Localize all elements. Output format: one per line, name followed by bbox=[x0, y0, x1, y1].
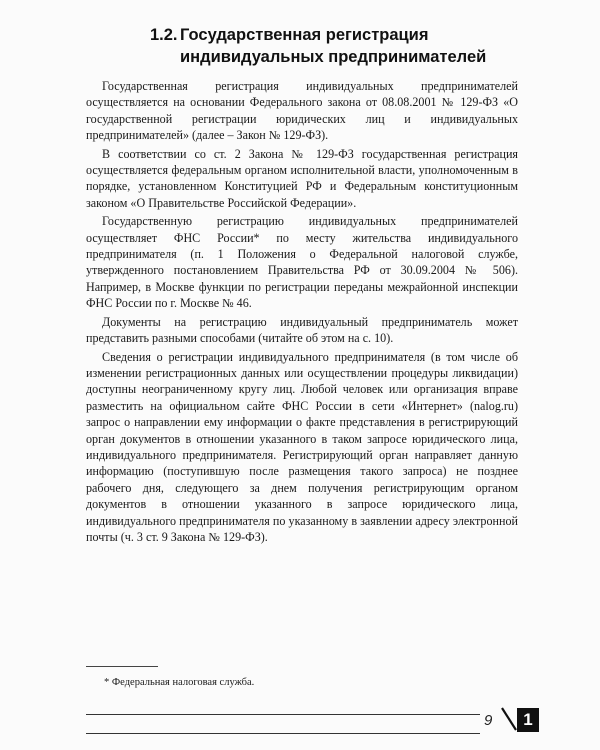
footnote: * Федеральная налоговая служба. bbox=[104, 677, 255, 688]
section-heading bbox=[150, 24, 570, 68]
chapter-number-badge: 1 bbox=[517, 708, 539, 732]
section-number: 1.2. bbox=[150, 26, 178, 44]
footer-backslash-icon bbox=[500, 706, 518, 732]
paragraph: Государственную регистрацию индивидуальных предпринимателей осуществляет ФНС России* по месту жительства индивидуального предпринимателя (п. 1 Положения о Федеральной налоговой службе, утвержденного постановлением Правительства РФ от 30.09.2004 № 506). Например, в Москве функции по регистрации переданы межрайонной инспекции ФНС России по г. Москве № 46. bbox=[86, 214, 518, 311]
paragraph: Документы на регистрацию индивидуальный предприниматель может представить разными способами (читайте об этом на с. 10). bbox=[86, 314, 518, 346]
section-title-line-1: Государственная регистрация bbox=[180, 26, 429, 44]
paragraph: В соответствии со ст. 2 Закона № 129-ФЗ государственная регистрация осуществляется федеральным органом исполнительной власти, уполномоченным в порядке, установленном Конституцией РФ и Федеральным конституционным законом «О Правительстве Российской Федерации». bbox=[86, 146, 518, 210]
page-number: 9 bbox=[484, 712, 493, 729]
paragraph: Государственная регистрация индивидуальных предпринимателей осуществляется на основании Федерального закона от 08.08.2001 № 129-ФЗ «О государственной регистрации юридических лиц и индивидуальных предпринимателей» (далее – Закон № 129-ФЗ). bbox=[86, 79, 518, 143]
footer-rule-bottom bbox=[86, 733, 480, 734]
footnote-separator bbox=[86, 666, 158, 667]
body-text bbox=[86, 78, 518, 547]
footer-rule-top bbox=[86, 714, 480, 715]
section-title-line-2: индивидуальных предпринимателей bbox=[180, 48, 487, 66]
paragraph: Сведения о регистрации индивидуального предпринимателя (в том числе об изменении регистрационных данных или осуществлении процедуры ликвидации) доступны неограниченному кругу лиц. Любой человек или организация вправе разместить на официальном сайте ФНС России в сети «Интернет» (nalog.ru) запрос о направлении ему информации о факте представления в регистрирующий орган документов в отношении указанного в таком запросе юридического лица, индивидуального предпринимателя. Регистрирующий орган направляет данную информацию (поступившую после размещения такого запроса) не позднее рабочего дня, следующего за днем получения регистрирующим органом документов в отношении указанного в запросе юридического лица, индивидуального предпринимателя по указанному в заявлении адресу электронной почты (ч. 3 ст. 9 Закона № 129-ФЗ). bbox=[86, 349, 518, 544]
